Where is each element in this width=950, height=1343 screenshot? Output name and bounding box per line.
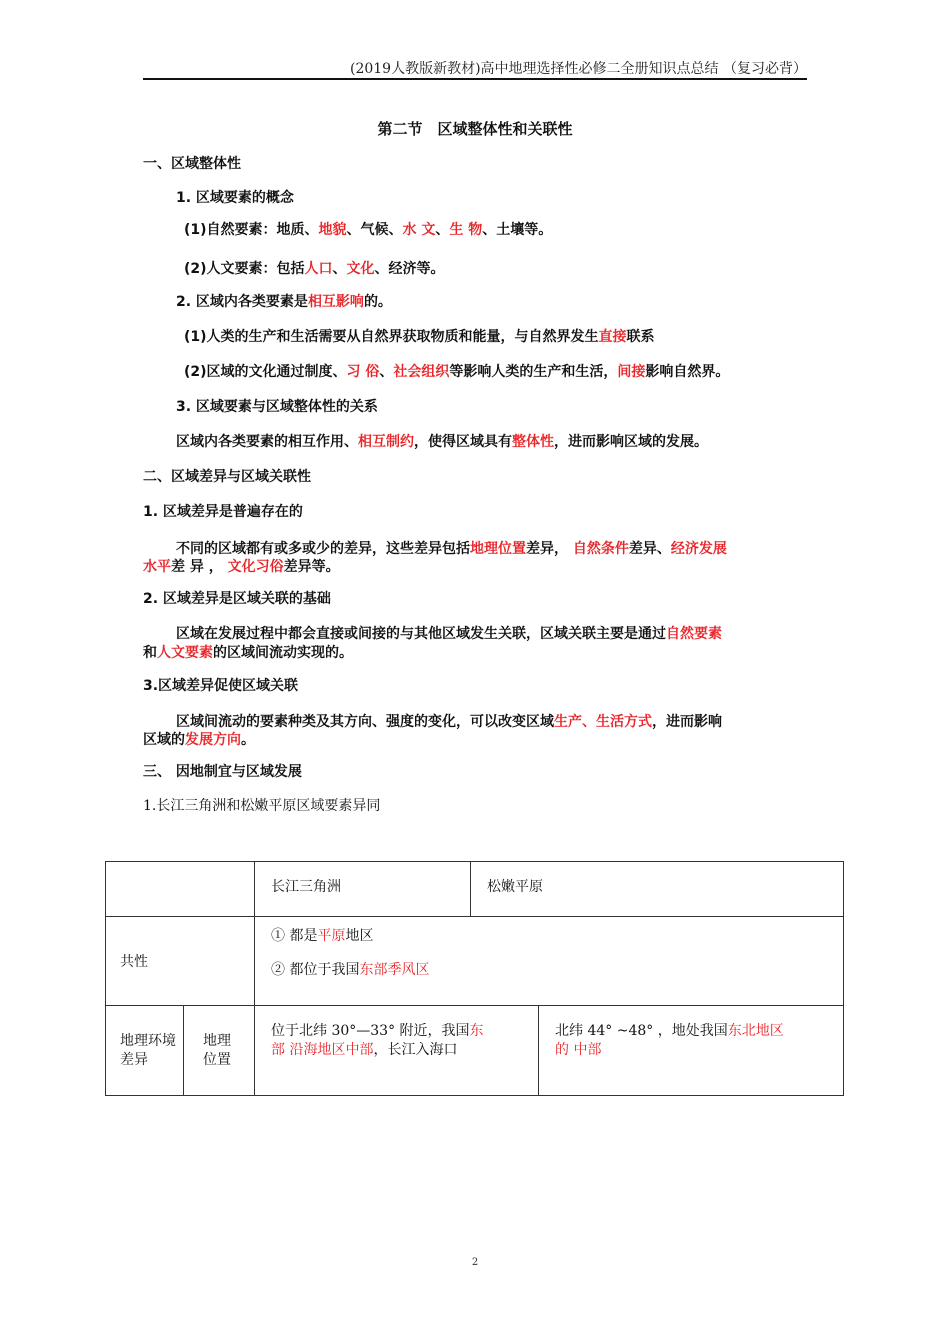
s1-title: 1. 区域差异是普遍存在的 bbox=[143, 504, 303, 520]
common-item-1: ① 都是平原地区 bbox=[271, 928, 374, 944]
common-item-2: ② 都位于我国东部季风区 bbox=[271, 962, 430, 978]
s3-title: 3.区域差异促使区域关联 bbox=[143, 678, 299, 694]
section-title: 第二节 区域整体性和关联性 bbox=[377, 120, 573, 138]
common-content-cell bbox=[255, 917, 844, 1006]
s3-line2: 区域的发展方向。 bbox=[143, 732, 255, 748]
item1-title: 1. 区域要素的概念 bbox=[176, 190, 294, 206]
yrd-location-cell: 位于北纬 30°—33° 附近，我国东 部 沿海地区中部，长江入海口 bbox=[255, 1006, 539, 1096]
sn-location-cell: 北纬 44° ~48° ，地处我国东北地区 的 中部 bbox=[539, 1006, 844, 1096]
header-rule bbox=[143, 78, 807, 80]
item2-p2: (2)区域的文化通过制度、习 俗、社会组织等影响人类的生产和生活，间接影响自然界。 bbox=[184, 364, 730, 380]
item3-title: 3. 区域要素与区域整体性的关系 bbox=[176, 399, 378, 415]
item2-title: 2. 区域内各类要素是相互影响的。 bbox=[176, 294, 392, 310]
natural-elements-line: (1)自然要素：地质、地貌、气候、水 文、生 物、土壤等。 bbox=[184, 222, 553, 238]
header-title: (2019人教版新教材)高中地理选择性必修二全册知识点总结 （复习必背） bbox=[349, 61, 807, 77]
s2-line2: 和人文要素的区域间流动实现的。 bbox=[143, 645, 353, 661]
item2-p1: (1)人类的生产和生活需要从自然界获取物质和能量，与自然界发生直接联系 bbox=[184, 329, 655, 345]
common-label-cell: 共性 bbox=[106, 917, 255, 1006]
human-elements-line: (2)人文要素：包括人口、文化、经济等。 bbox=[184, 261, 445, 277]
part1-heading: 一、区域整体性 bbox=[143, 156, 241, 172]
part3-sub1: 1.长江三角洲和松嫩平原区域要素异同 bbox=[143, 798, 381, 814]
comparison-table bbox=[105, 861, 844, 1096]
part2-heading: 二、区域差异与区域关联性 bbox=[143, 469, 311, 485]
env-diff-label-cell: 地理环境差异 bbox=[106, 1006, 184, 1096]
item3-paragraph: 区域内各类要素的相互作用、相互制约，使得区域具有整体性，进而影响区域的发展。 bbox=[176, 434, 708, 450]
table-header-yrd: 长江三角洲 bbox=[255, 862, 471, 917]
location-label-cell: 地理位置 bbox=[184, 1006, 255, 1096]
s1-line1: 不同的区域都有或多或少的差异，这些差异包括地理位置差异， 自然条件差异、经济发展 bbox=[176, 541, 727, 557]
s2-line1: 区域在发展过程中都会直接或间接的与其他区域发生关联，区域关联主要是通过自然要素 bbox=[176, 626, 722, 642]
s2-title: 2. 区域差异是区域关联的基础 bbox=[143, 591, 331, 607]
part3-heading: 三、 因地制宜与区域发展 bbox=[143, 764, 302, 780]
table-corner-cell bbox=[106, 862, 255, 917]
s1-line2: 水平差 异 ， 文化习俗差异等。 bbox=[143, 559, 340, 575]
table-header-sn: 松嫩平原 bbox=[471, 862, 844, 917]
page-number: 2 bbox=[471, 1257, 479, 1268]
s3-line1: 区域间流动的要素种类及其方向、强度的变化，可以改变区域生产、生活方式，进而影响 bbox=[176, 714, 722, 730]
